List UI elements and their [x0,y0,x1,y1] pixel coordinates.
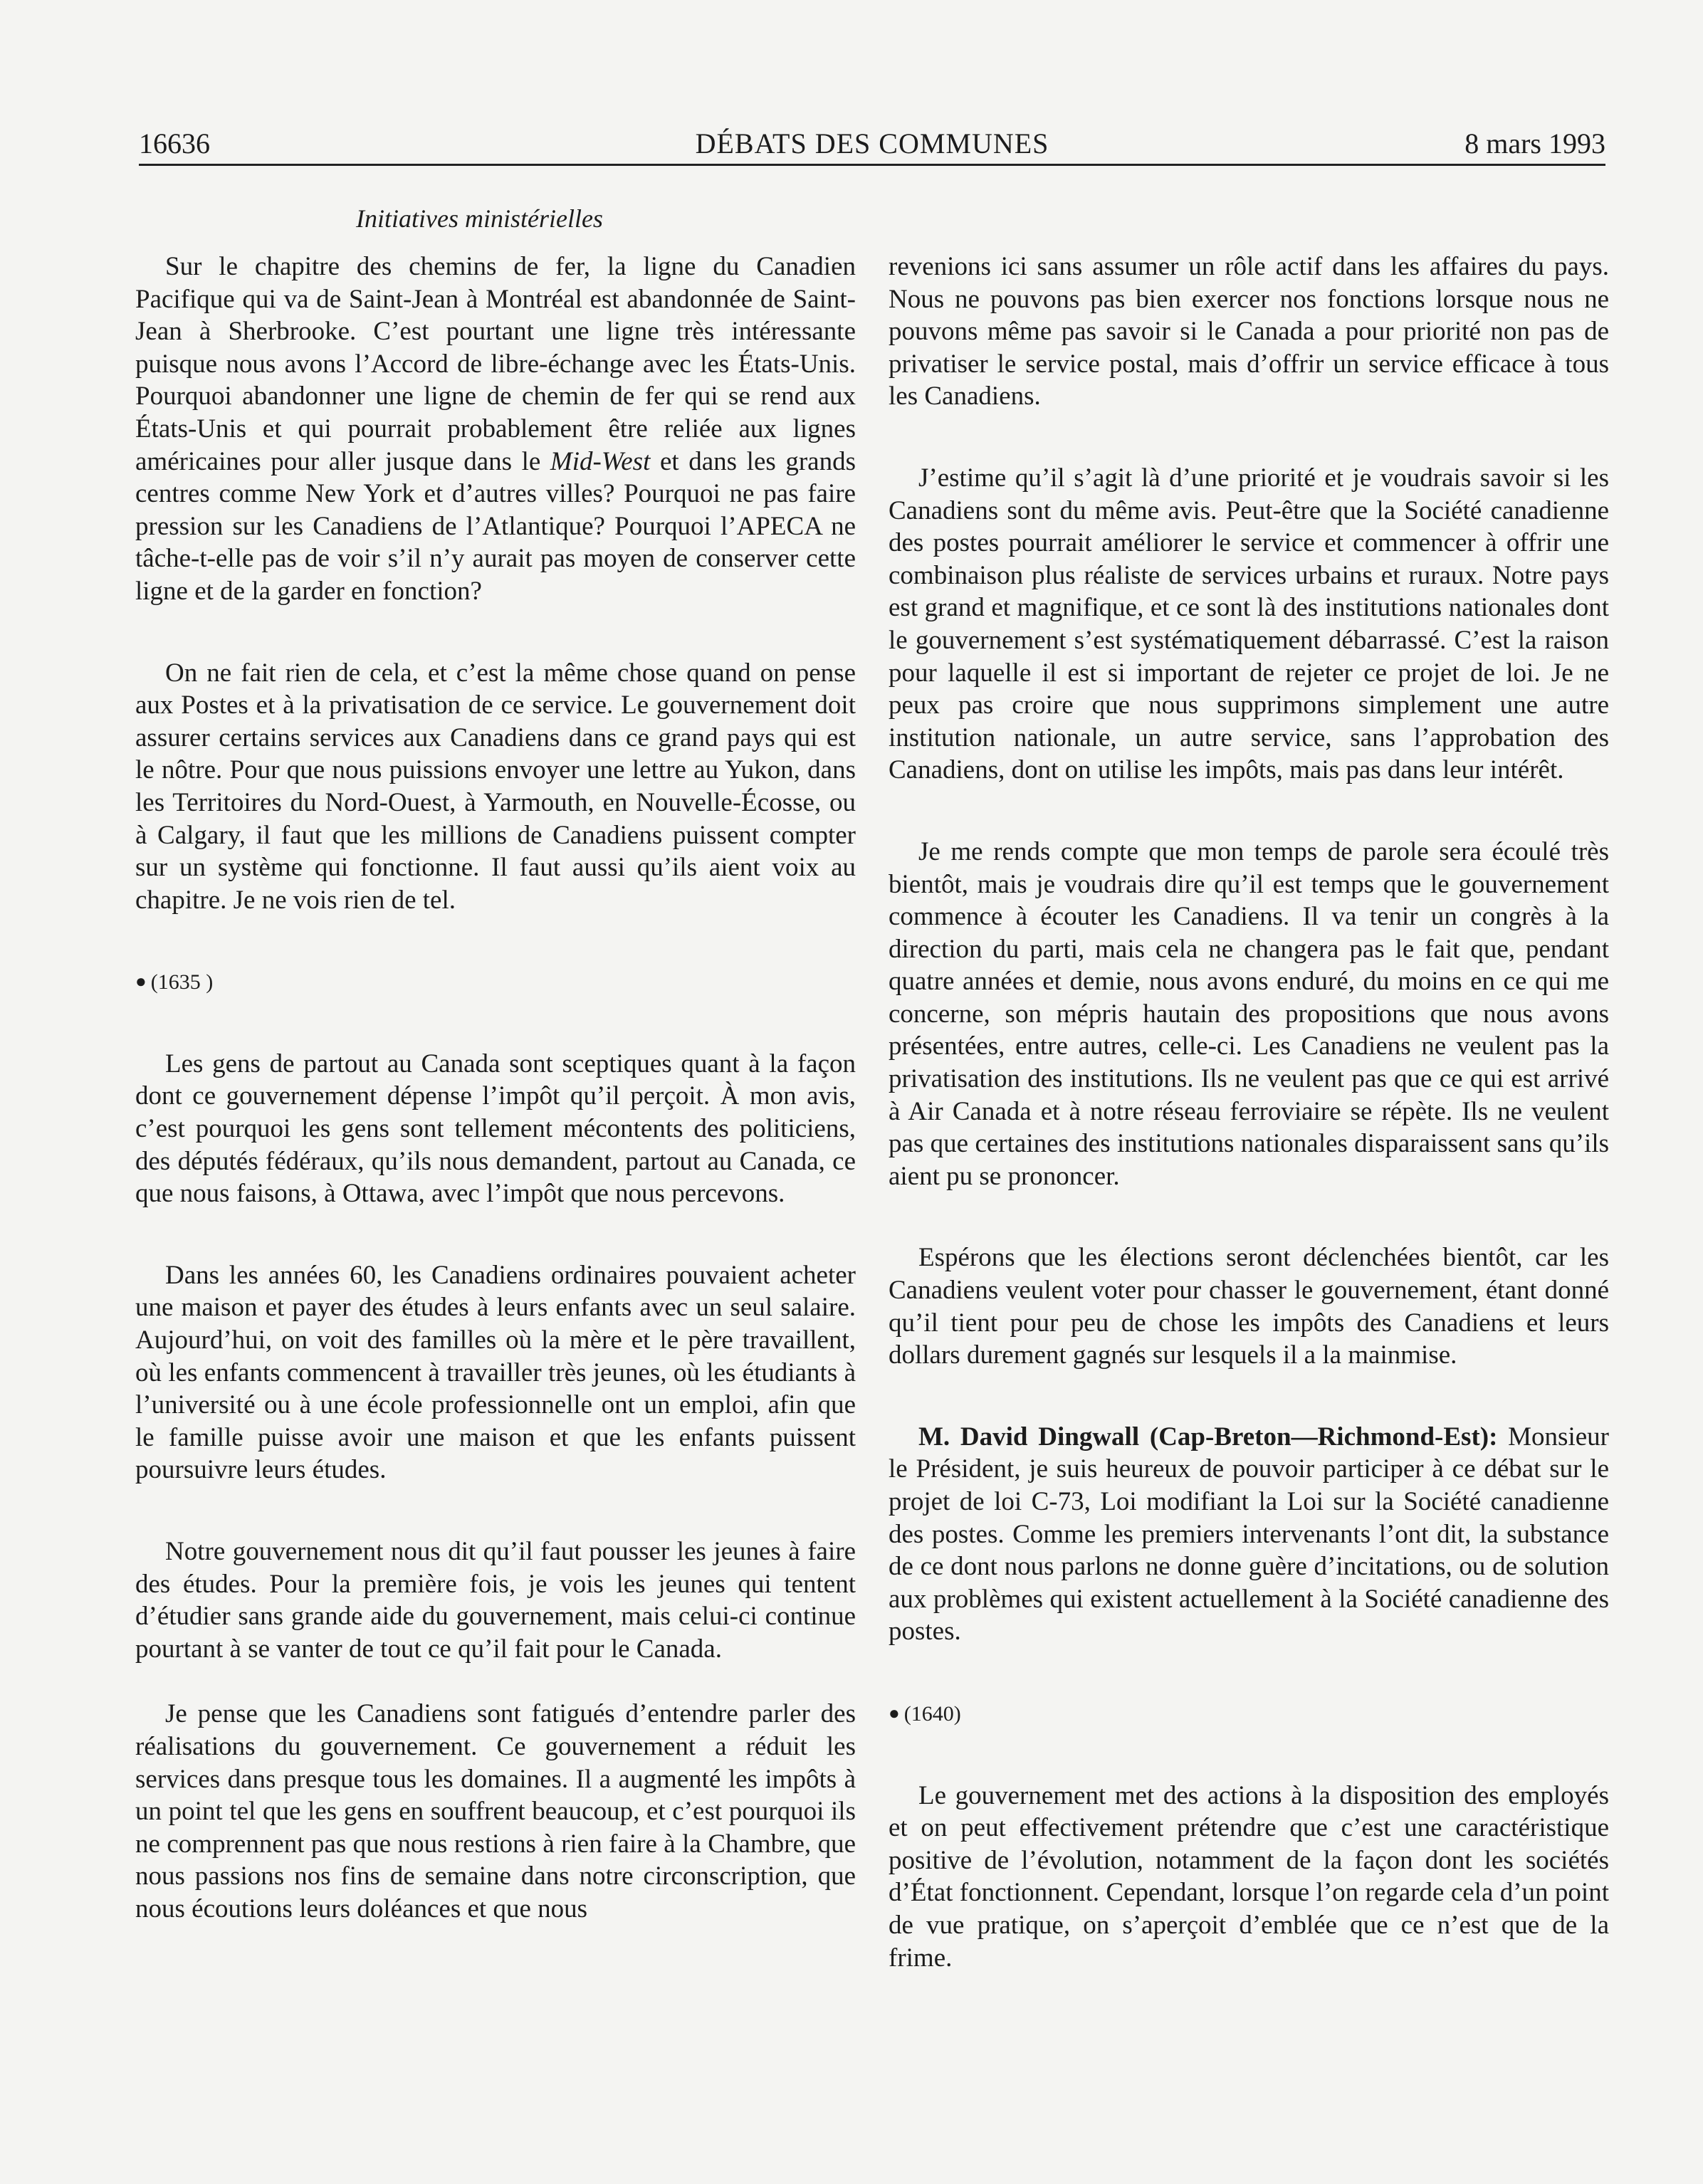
paragraph [889,1421,1609,1648]
paragraph: Dans les années 60, les Canadiens ordinaires pouvaient acheter une maison et payer des études à leurs enfants avec un seul salaire. Aujourd’hui, on voit des familles où la mère et le père travaillent, où les enfants commencent à travailler très jeunes, où les étudiants à l’université ou à une école professionnelle ont un emploi, afin que le famille puisse avoir une maison et que les enfants puissent poursuivre leurs études. [135,1260,856,1485]
bullet-icon: ● [135,971,147,992]
paragraph: Notre gouvernement nous dit qu’il faut pousser les jeunes à faire des études. Pour la première fois, je vois les jeunes qui tentent d’étudier sans grande aide du gouvernement, mais celui-ci continue pourtant à se vanter de tout ce qu’il fait pour le Canada. [135,1537,856,1664]
page-header [139,122,1605,166]
paragraph-text: et dans les grands centres comme New York et d’autres villes? Pourquoi ne pas faire pression sur les Canadiens de l’Atlantique? Pourquoi l’APECA ne tâche-t-elle pas de voir s’il n’y aurait pas moyen de conserver cette ligne et de la garder en fonction? [135,446,856,606]
right-column [889,251,1609,1974]
paragraph: On ne fait rien de cela, et c’est la même chose quand on pense aux Postes et à la privatisation de ce service. Le gouvernement doit assurer certains services aux Canadiens dans ce grand pays qui est le nôtre. Pour que nous puissions envoyer une lettre au Yukon, dans les Territoires du Nord-Ouest, à Yarmouth, en Nouvelle-Écosse, ou à Calgary, il faut que les millions de Canadiens puissent compter sur un système qui fonctionne. Il faut aussi qu’ils aient voix au chapitre. Je ne vois rien de tel. [135,658,856,915]
paragraph [135,251,856,608]
paragraph-text: Monsieur le Président, je suis heureux de pouvoir participer à ce débat sur le projet de loi C-73, Loi modifiant la Loi sur la Société canadienne des postes. Comme les premiers intervenants l’ont dit, la substance de ce dont nous parlons ne donne guère d’incitations, ou de solution aux problèmes qui existent actuellement à la Société canadienne des postes. [889,1422,1609,1647]
paragraph: Les gens de partout au Canada sont sceptiques quant à la façon dont ce gouvernement dépense l’impôt qu’il perçoit. À mon avis, c’est pourquoi les gens sont tellement mécontents des politiciens, des députés fédéraux, qu’ils nous demandent, partout au Canada, ce que nous faisons, à Ottawa, avec l’impôt que nous percevons. [135,1049,856,1209]
publication-date: 8 mars 1993 [1464,127,1605,159]
paragraph-text: Sur le chapitre des chemins de fer, la ligne du Canadien Pacifique qui va de Saint-Jean à Montréal est abandonnée de Saint-Jean à Sherbrooke. C’est pourtant une ligne très intéressante puisque nous avons l’Accord de libre-échange avec les États-Unis. Pourquoi abandonner une ligne de chemin de fer qui se rend aux États-Unis et qui pourrait probablement être reliée aux lignes américaines pour aller jusque dans le [135,252,856,476]
paragraph: Je pense que les Canadiens sont fatigués d’entendre parler des réalisations du gouvernement. Ce gouvernement a réduit les services dans presque tous les domaines. Il a augmenté les impôts à un point tel que les gens en souffrent beaucoup, et c’est pourquoi ils ne comprennent pas que nous restions à rien faire à la Chambre, que nous passions nos fins de semaine dans notre circonscription, que nous écoutions leurs doléances et que nous [135,1699,856,1923]
left-column [135,251,856,1926]
publication-title: DÉBATS DES COMMUNES [695,127,1049,159]
time-marker-text: (1640) [903,1701,961,1726]
section-label: Initiatives ministérielles [356,204,603,233]
paragraph: J’estime qu’il s’agit là d’une priorité et je voudrais savoir si les Canadiens sont du même avis. Peut-être que la Société canadienne des postes pourrait améliorer le service et commencer à offrir une combinaison plus réaliste de services urbains et ruraux. Notre pays est grand et magnifique, et ce sont là des institutions nationales dont le gouvernement s’est systématiquement débarrassé. C’est la raison pour laquelle il est si important de rejeter ce projet de loi. Je ne peux pas croire que nous supprimons simplement une autre institution nationale, un autre service, sans l’approbation des Canadiens, dont on utilise les impôts, mais pas dans leur intérêt. [889,463,1609,785]
bullet-icon: ● [889,1702,900,1723]
paragraph: Espérons que les élections seront déclenchées bientôt, car les Canadiens veulent voter pour chasser le gouvernement, étant donné qu’il tient pour peu de chose les impôts des Canadiens et leurs dollars durement gagnés sur lesquels il a la mainmise. [889,1243,1609,1370]
paragraph: revenions ici sans assumer un rôle actif dans les affaires du pays. Nous ne pouvons pas bien exercer nos fonctions lorsque nous ne pouvons même pas savoir si le Canada a pour priorité non pas de privatiser le service postal, mais d’offrir un service efficace à tous les Canadiens. [889,252,1609,411]
time-marker-text: (1635 ) [150,970,214,994]
paragraph: Je me rends compte que mon temps de parole sera écoulé très bientôt, mais je voudrais dire qu’il est temps que le gouvernement commence à écouter les Canadiens. Il va tenir un congrès à la direction du parti, mais cela ne changera pas le fait que, pendant quatre années et demie, nous avons enduré, du moins en ce qui me concerne, son mépris hautain des propositions que nous avons présentées, entre autres, celle-ci. Les Canadiens ne veulent pas la privatisation des institutions. Ils ne veulent pas que ce qui est arrivé à Air Canada et à notre réseau ferroviaire se répète. Ils ne veulent pas que certaines des institutions nationales disparaissent sans qu’ils aient pu se prononcer. [889,836,1609,1191]
page-number: 16636 [139,127,210,159]
time-marker [889,1697,1609,1731]
paragraph: Le gouvernement met des actions à la disposition des employés et on peut effectivement prétendre que c’est une caractéristique positive de l’évolution, notamment de la façon dont les sociétés d’État fonctionnent. Cependant, lorsque l’on regarde cela d’un point de vue pratique, on s’aperçoit d’emblée que ce n’est que de la frime. [889,1780,1609,1973]
emphasis-text: Mid-West [550,446,651,476]
speaker-name: M. David Dingwall (Cap-Breton—Richmond-Est): [918,1422,1498,1451]
time-marker [135,965,856,999]
